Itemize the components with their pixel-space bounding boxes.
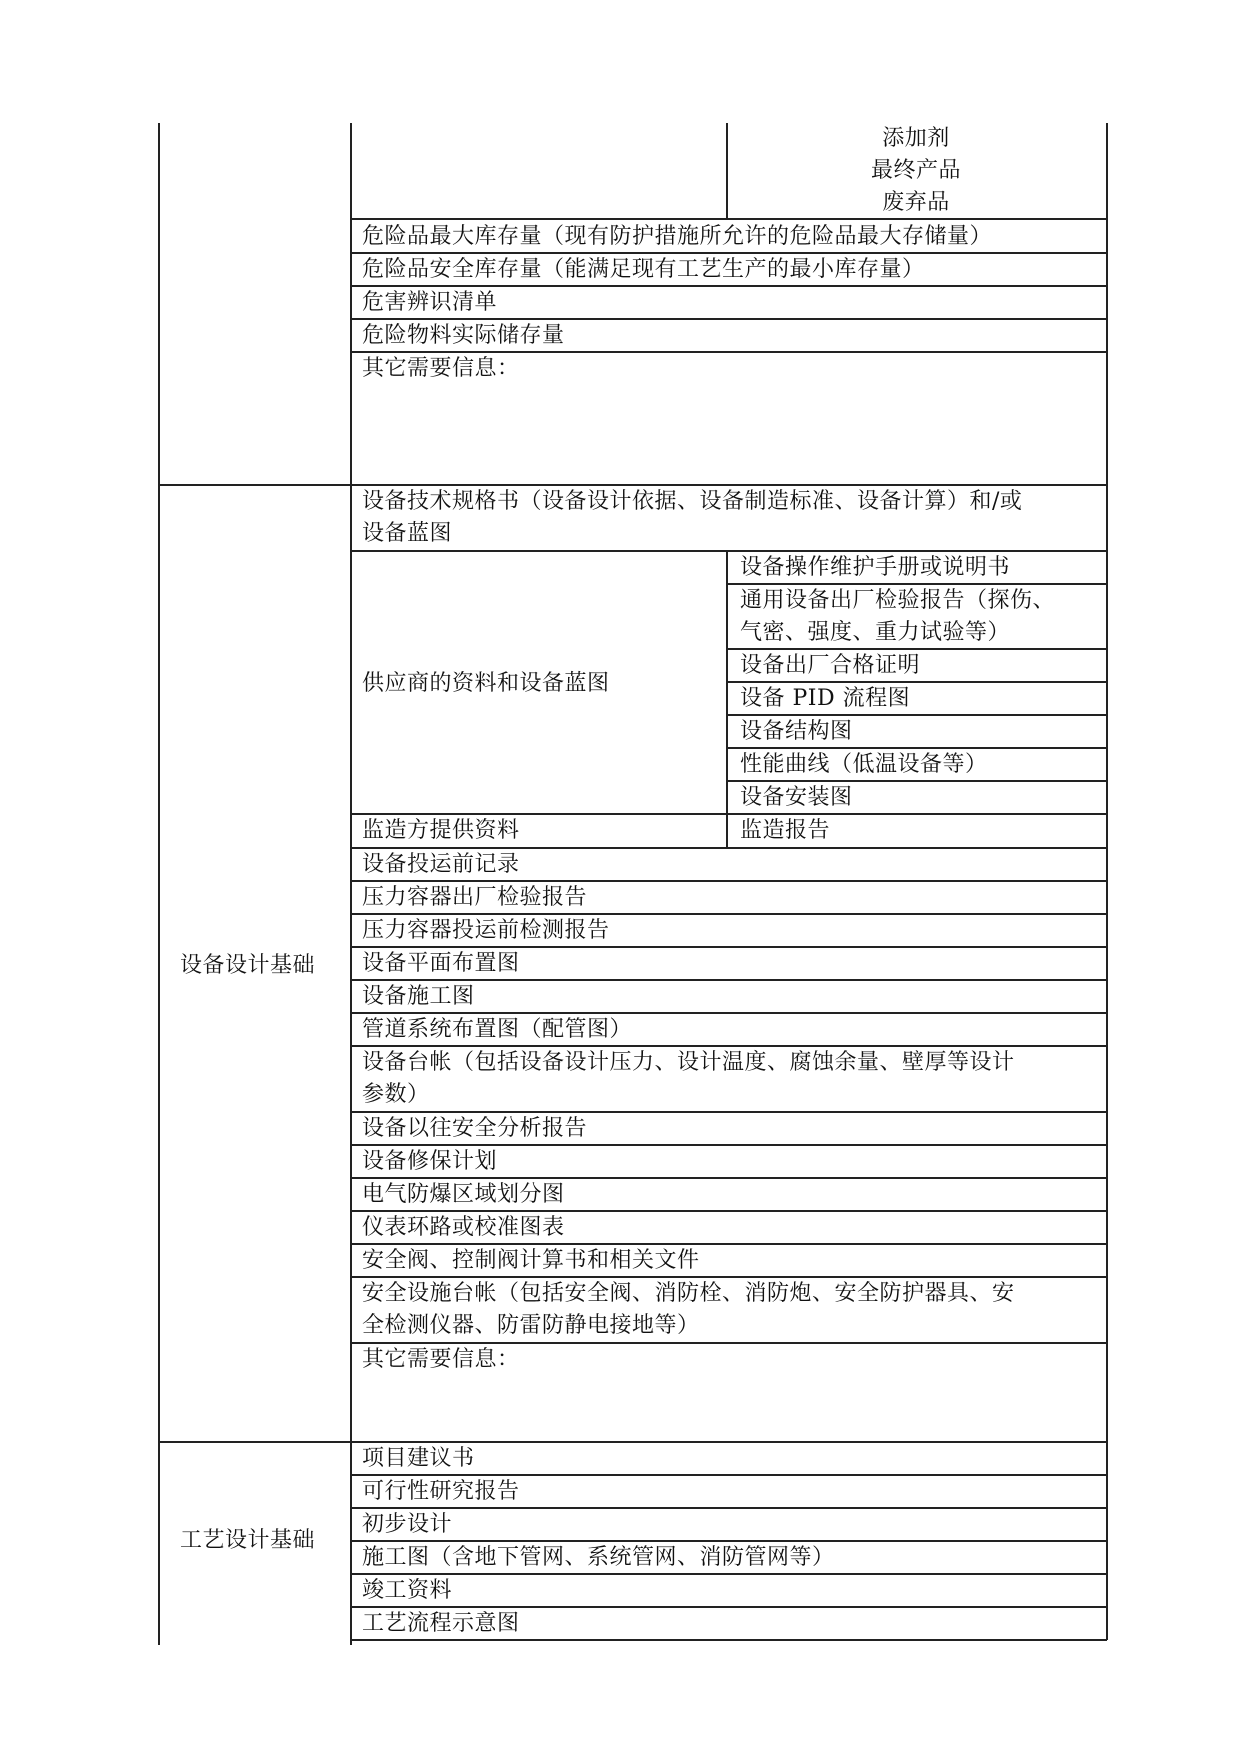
list-item: 设备蓝图 bbox=[362, 521, 453, 546]
list-item: 初步设计 bbox=[362, 1512, 453, 1537]
list-item: 安全设施台帐（包括安全阀、消防栓、消防炮、安全防护器具、安 bbox=[362, 1281, 1015, 1306]
list-item: 其它需要信息： bbox=[362, 356, 520, 381]
list-item: 全检测仪器、防雷防静电接地等） bbox=[362, 1313, 700, 1338]
category-label: 工艺设计基础 bbox=[180, 1528, 316, 1553]
supplier-inner-divider bbox=[726, 550, 728, 847]
list-item: 危险品安全库存量（能满足现有工艺生产的最小库存量） bbox=[362, 257, 925, 282]
list-item: 设备平面布置图 bbox=[362, 951, 520, 976]
list-item: 工艺流程示意图 bbox=[362, 1611, 520, 1636]
list-item: 电气防爆区域划分图 bbox=[362, 1182, 565, 1207]
list-item: 参数） bbox=[362, 1082, 430, 1107]
list-item: 项目建议书 bbox=[362, 1446, 475, 1471]
substance-item: 最终产品 bbox=[870, 158, 961, 183]
list-item: 危害辨识清单 bbox=[362, 290, 498, 315]
section-line bbox=[158, 1441, 1107, 1443]
supervisor-item: 监造报告 bbox=[740, 818, 831, 843]
list-item: 设备施工图 bbox=[362, 984, 475, 1009]
list-item: 管道系统布置图（配管图） bbox=[362, 1017, 633, 1042]
supplier-item: 设备出厂合格证明 bbox=[740, 653, 921, 678]
supplier-label: 供应商的资料和设备蓝图 bbox=[362, 671, 610, 696]
list-item: 压力容器投运前检测报告 bbox=[362, 918, 610, 943]
list-item: 危险物料实际储存量 bbox=[362, 323, 565, 348]
list-item: 设备以往安全分析报告 bbox=[362, 1116, 588, 1141]
supplier-item: 设备 PID 流程图 bbox=[740, 686, 911, 711]
list-item: 设备修保计划 bbox=[362, 1149, 498, 1174]
supplier-item: 设备操作维护手册或说明书 bbox=[740, 555, 1011, 580]
supplier-item: 通用设备出厂检验报告（探伤、 bbox=[740, 588, 1056, 613]
supervisor-label: 监造方提供资料 bbox=[362, 818, 520, 843]
supplier-item: 气密、强度、重力试验等） bbox=[740, 620, 1011, 645]
list-item: 竣工资料 bbox=[362, 1578, 453, 1603]
list-item: 仪表环路或校准图表 bbox=[362, 1215, 565, 1240]
supplier-item: 设备安装图 bbox=[740, 785, 853, 810]
list-item: 设备投运前记录 bbox=[362, 852, 520, 877]
category-label: 设备设计基础 bbox=[180, 953, 316, 978]
list-item: 安全阀、控制阀计算书和相关文件 bbox=[362, 1248, 700, 1273]
list-item: 危险品最大库存量（现有防护措施所允许的危险品最大存储量） bbox=[362, 224, 993, 249]
list-item: 设备技术规格书（设备设计依据、设备制造标准、设备计算）和/或 bbox=[362, 489, 1023, 514]
supplier-item: 设备结构图 bbox=[740, 719, 853, 744]
substance-item: 添加剂 bbox=[882, 126, 950, 151]
list-item: 压力容器出厂检验报告 bbox=[362, 885, 588, 910]
list-item: 设备台帐（包括设备设计压力、设计温度、腐蚀余量、壁厚等设计 bbox=[362, 1050, 1015, 1075]
list-item: 可行性研究报告 bbox=[362, 1479, 520, 1504]
substance-item: 废弃品 bbox=[882, 190, 950, 215]
list-item: 施工图（含地下管网、系统管网、消防管网等） bbox=[362, 1545, 835, 1570]
list-item: 其它需要信息： bbox=[362, 1347, 520, 1372]
table-border-left bbox=[158, 123, 160, 1645]
supplier-item: 性能曲线（低温设备等） bbox=[740, 752, 988, 777]
